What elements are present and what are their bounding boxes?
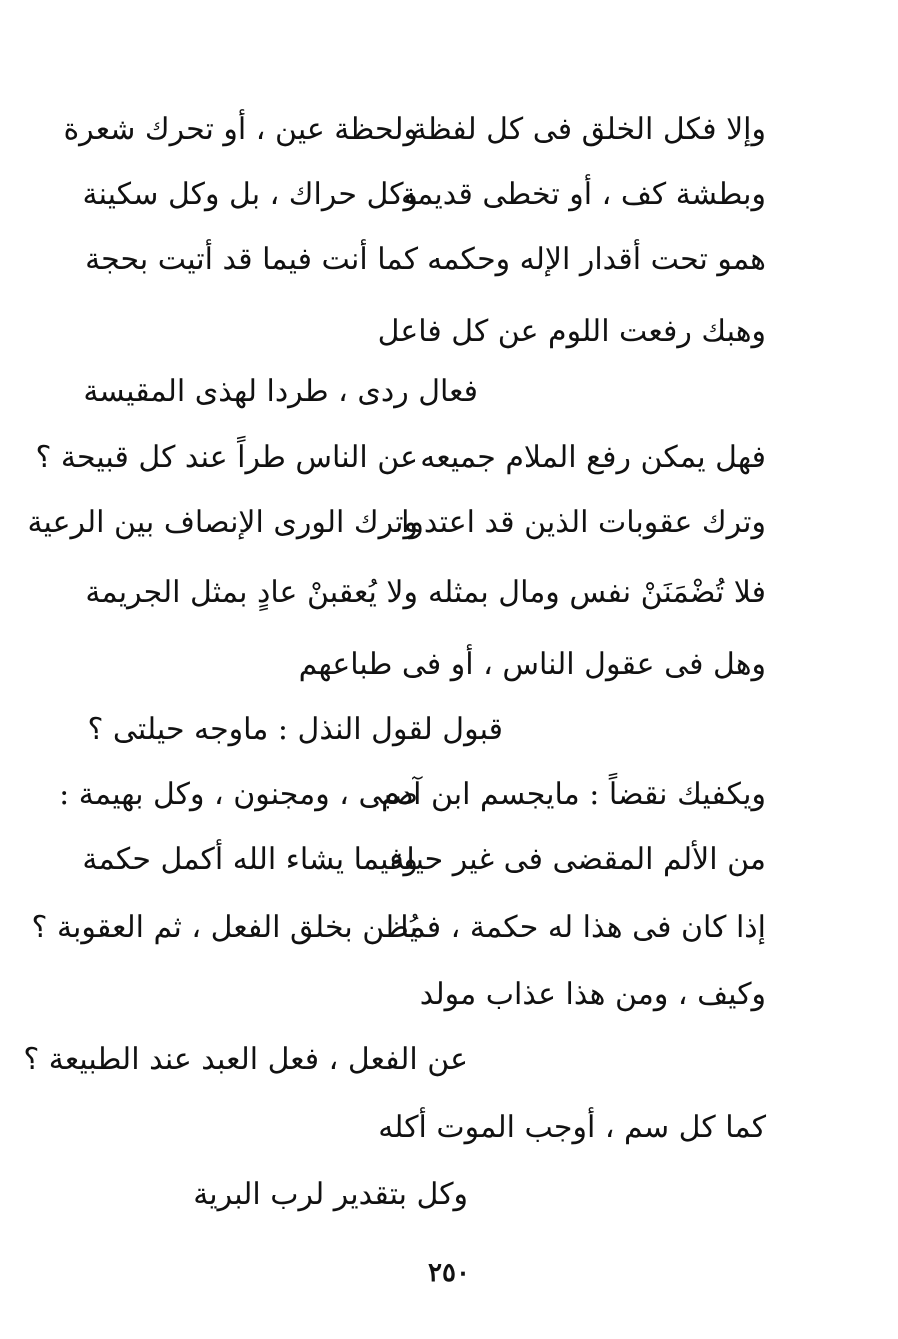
- verse-14-first-hemistich: وكيف ، ومن هذا عذاب مولد: [419, 977, 766, 1012]
- verse-1-first-hemistich: وإلا فكل الخلق فى كل لفظة: [411, 112, 766, 147]
- verse-1-second-hemistich: ولحظة عين ، أو تحرك شعرة: [63, 112, 418, 147]
- verse-11-second-hemistich: صبى ، ومجنون ، وكل بهيمة :: [59, 777, 418, 812]
- verse-17-second-hemistich: وكل بتقدير لرب البرية: [193, 1177, 468, 1212]
- verse-12-second-hemistich: وفيما يشاء الله أكمل حكمة: [82, 842, 418, 877]
- verse-5-second-hemistich: فعال ردى ، طردا لهذى المقيسة: [83, 374, 478, 409]
- verse-8-first-hemistich: فلا تُضْمَنَنْ نفس ومال بمثله: [427, 575, 766, 610]
- verse-2-second-hemistich: وكل حراك ، بل وكل سكينة: [82, 177, 418, 212]
- verse-12-first-hemistich: من الألم المقضى فى غير حيلة: [389, 842, 766, 877]
- verse-7-first-hemistich: وترك عقوبات الذين قد اعتدوا: [401, 505, 766, 540]
- verse-9-first-hemistich: وهل فى عقول الناس ، أو فى طباعهم: [298, 647, 766, 682]
- verse-10-second-hemistich: قبول لقول النذل : ماوجه حيلتى ؟: [87, 712, 503, 747]
- verse-3-first-hemistich: همو تحت أقدار الإله وحكمه: [427, 242, 766, 277]
- verse-3-second-hemistich: كما أنت فيما قد أتيت بحجة: [85, 242, 418, 277]
- verse-13-first-hemistich: إذا كان فى هذا له حكمة ، فما: [400, 910, 766, 945]
- verse-11-first-hemistich: ويكفيك نقضاً : مايجسم ابن آدم: [381, 777, 766, 812]
- verse-13-second-hemistich: يُظن بخلق الفعل ، ثم العقوبة ؟: [31, 910, 418, 945]
- verse-8-second-hemistich: ولا يُعقبنْ عادٍ بمثل الجريمة: [85, 575, 418, 610]
- verse-6-first-hemistich: فهل يمكن رفع الملام جميعه: [420, 440, 766, 475]
- verse-6-second-hemistich: عن الناس طراً عند كل قبيحة ؟: [35, 440, 418, 475]
- verse-2-first-hemistich: وبطشة كف ، أو تخطى قديمة: [400, 177, 766, 212]
- verse-4-first-hemistich: وهبك رفعت اللوم عن كل فاعل: [377, 314, 766, 349]
- verse-15-second-hemistich: عن الفعل ، فعل العبد عند الطبيعة ؟: [23, 1042, 468, 1077]
- verse-7-second-hemistich: وترك الورى الإنصاف بين الرعية: [27, 505, 418, 540]
- page-number: ٢٥٠: [428, 1258, 470, 1288]
- verse-16-first-hemistich: كما كل سم ، أوجب الموت أكله: [378, 1110, 766, 1145]
